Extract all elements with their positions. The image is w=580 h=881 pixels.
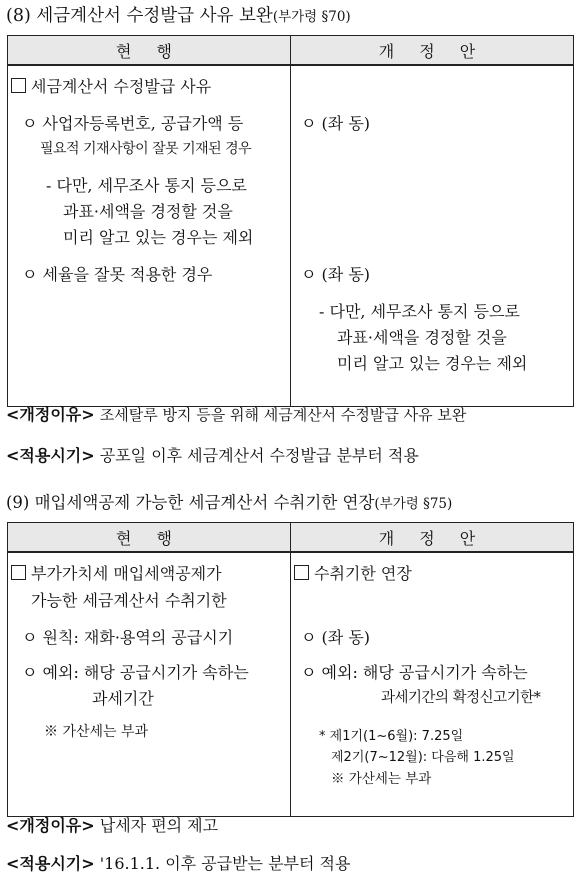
- apply-text: '16.1.1. 이후 공급받는 분부터 적용: [99, 854, 351, 873]
- section-8-apply: [6, 443, 419, 466]
- checkbox-square-icon: [294, 565, 309, 580]
- table-8-revised-item-1: ㅇ (좌 동): [301, 114, 371, 133]
- table-9-revised-footnote-1: * 제1기(1~6월): 7.25일: [319, 729, 464, 744]
- section-9-table: [7, 522, 574, 817]
- section-8-title: [6, 2, 351, 27]
- section-9-reason: [6, 813, 218, 836]
- table-9-header-current: 현 행: [8, 523, 291, 553]
- table-8-header-current: 현 행: [8, 36, 291, 66]
- table-9-revised-heading: 수취기한 연장: [294, 561, 412, 584]
- table-8-current-cell: [8, 65, 291, 407]
- table-8-revised-proviso-1: - 다만, 세무조사 통지 등으로: [319, 302, 520, 321]
- section-9-title: [6, 489, 452, 513]
- section-8-title-text: (8) 세금계산서 수정발급 사유 보완: [6, 6, 273, 26]
- apply-text: 공포일 이후 세금계산서 수정발급 분부터 적용: [99, 446, 419, 465]
- table-9-revised-cell: [291, 552, 574, 817]
- table-9-revised-exception-cont: 과세기간의 확정신고기한*: [381, 690, 541, 706]
- table-8-current-item-1-cont: 필요적 기재사항이 잘못 기재된 경우: [40, 141, 252, 157]
- section-8-reason: [6, 402, 466, 425]
- table-9-current-heading-2: 가능한 세금계산서 수취기한: [31, 591, 227, 610]
- table-9-revised-footnote-2: 제2기(7~12월): 다음해 1.25일: [331, 750, 515, 765]
- reason-label: <개정이유>: [6, 405, 95, 424]
- section-9-title-text: (9) 매입세액공제 가능한 세금계산서 수취기한 연장: [6, 493, 375, 512]
- table-8-current-proviso-3: 미리 알고 있는 경우는 제외: [63, 228, 254, 247]
- table-9-revised-exception: ㅇ 예외: 해당 공급시기가 속하는: [301, 663, 528, 682]
- table-9-current-penalty-note: ※ 가산세는 부과: [44, 724, 149, 740]
- table-8-current-item-2: ㅇ 세율을 잘못 적용한 경우: [22, 265, 213, 284]
- table-9-header-revised: 개 정 안: [291, 523, 574, 553]
- table-8-revised-item-2: ㅇ (좌 동): [301, 265, 371, 284]
- section-9-apply: [6, 851, 350, 874]
- table-8-current-proviso-2: 과표·세액을 경정할 것을: [63, 202, 233, 221]
- table-9-current-exception: ㅇ 예외: 해당 공급시기가 속하는: [22, 663, 249, 682]
- section-8-ref: (부가령 §70): [272, 9, 351, 25]
- table-9-revised-penalty-note: ※ 가산세는 부과: [331, 771, 432, 787]
- apply-label: <적용시기>: [6, 446, 95, 465]
- apply-label: <적용시기>: [6, 854, 95, 873]
- table-8-revised-cell: [291, 65, 574, 407]
- section-9-ref: (부가령 §75): [374, 496, 453, 512]
- checkbox-square-icon: [11, 565, 26, 580]
- table-8-header-revised: 개 정 안: [291, 36, 574, 66]
- checkbox-square-icon: [11, 78, 26, 93]
- table-8-revised-proviso-2: 과표·세액을 경정할 것을: [337, 328, 507, 347]
- table-8-row-heading: 세금계산서 수정발급 사유: [11, 74, 211, 97]
- table-9-current-principle: ㅇ 원칙: 재화·용역의 공급시기: [22, 628, 234, 647]
- table-9-current-exception-cont: 과세기간: [92, 689, 154, 708]
- table-8-revised-proviso-3: 미리 알고 있는 경우는 제외: [337, 354, 528, 373]
- reason-label: <개정이유>: [6, 816, 95, 835]
- section-8-table: [7, 35, 574, 407]
- table-8-current-item-1: ㅇ 사업자등록번호, 공급가액 등: [22, 114, 244, 133]
- reason-text: 조세탈루 방지 등을 위해 세금계산서 수정발급 사유 보완: [99, 406, 467, 424]
- table-9-current-cell: [8, 552, 291, 817]
- reason-text: 납세자 편의 제고: [99, 816, 219, 835]
- table-9-revised-principle: ㅇ (좌 동): [301, 628, 371, 647]
- table-9-current-heading-1: 부가가치세 매입세액공제가: [11, 561, 222, 584]
- table-8-current-proviso-1: - 다만, 세무조사 통지 등으로: [46, 176, 247, 195]
